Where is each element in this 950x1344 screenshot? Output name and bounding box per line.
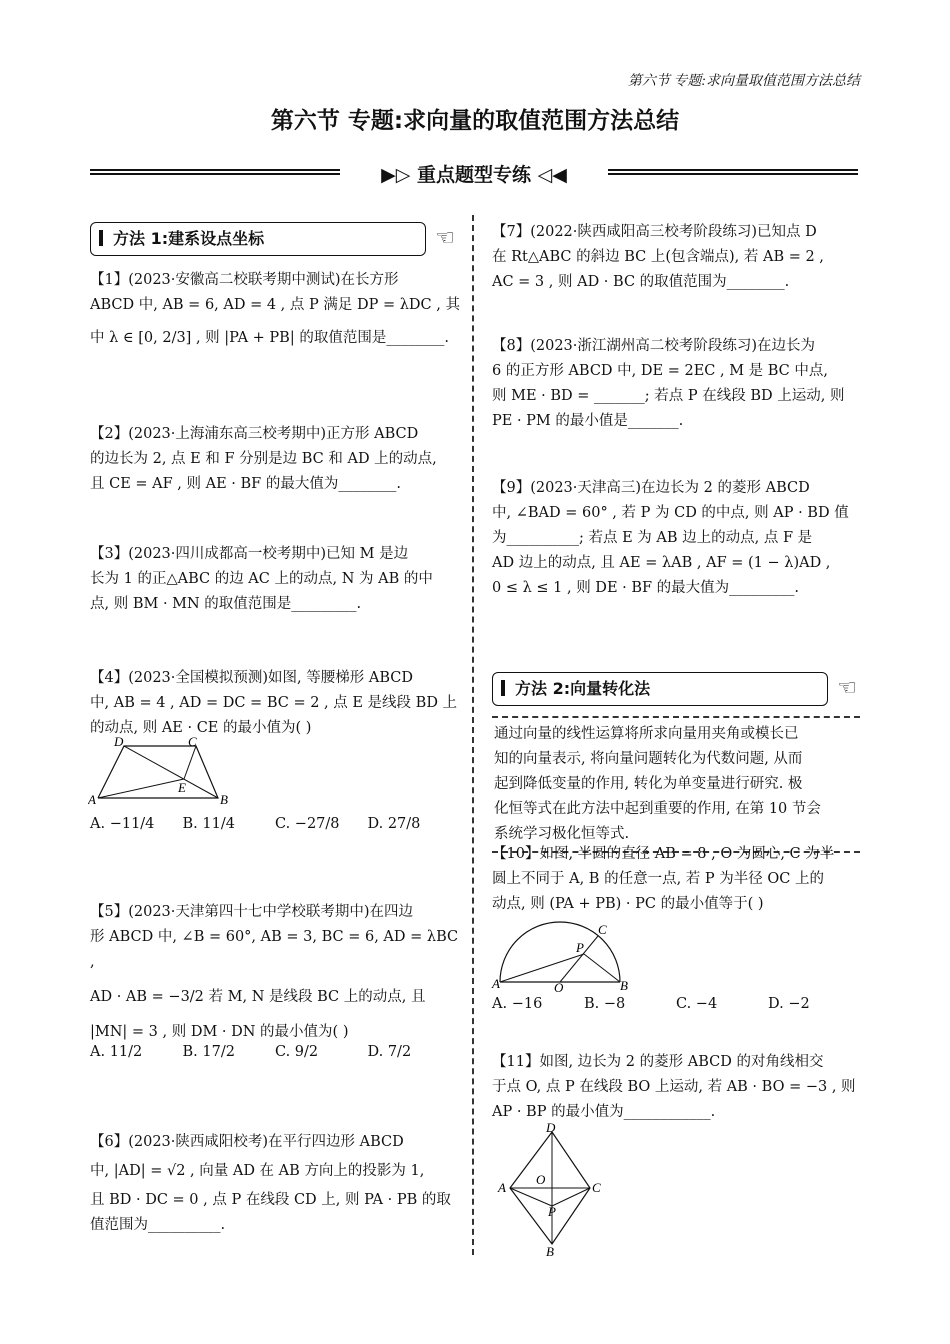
- problem-3-line: 【3】(2023·四川成都高一校考期中)已知 M 是边: [90, 546, 409, 562]
- problem-11: [492, 1050, 860, 1125]
- choice-a[interactable]: A. 11/2: [90, 1044, 143, 1060]
- problem-11-line: 【11】如图, 边长为 2 的菱形 ABCD 的对角线相交: [492, 1054, 824, 1070]
- problem-4: [90, 666, 460, 741]
- method2-note: [492, 716, 860, 853]
- pointing-hand-icon: ☜: [435, 226, 455, 251]
- choice-c[interactable]: C. −27/8: [275, 816, 340, 832]
- note-line: 起到降低变量的作用, 转化为单变量进行研究. 极: [494, 776, 803, 792]
- method1-box-wrap: [90, 222, 460, 256]
- problem-4-line: 中, AB = 4 , AD = DC = BC = 2 , 点 E 是线段 BD 上: [90, 695, 458, 711]
- note-line: 化恒等式在此方法中起到重要的作用, 在第 10 节会: [494, 801, 821, 817]
- label-b: B: [620, 978, 628, 992]
- method1-box: [90, 222, 455, 256]
- problem-3: [90, 542, 460, 617]
- problem-7: [492, 220, 860, 295]
- problem-6-line: 且 BD · DC = 0 , 点 P 在线段 CD 上, 则 PA · PB 的取: [90, 1192, 451, 1208]
- section-band: [90, 158, 858, 188]
- method-bar-icon: [501, 680, 505, 696]
- label-d: D: [546, 1122, 556, 1135]
- problem-6-line: 【6】(2023·陕西咸阳校考)在平行四边形 ABCD: [90, 1134, 404, 1150]
- problem-5: [90, 900, 460, 1045]
- note-line: 系统学习极化恒等式.: [494, 826, 630, 842]
- problem-11-line: AP · BP 的最小值为____________.: [492, 1104, 716, 1120]
- segment-bd: [124, 746, 218, 798]
- label-p: P: [548, 1204, 556, 1219]
- problem-10-line: 【10】如图, 半圆的直径 AB = 8 , O 为圆心, C 为半: [492, 846, 835, 862]
- problem-1-line: 【1】(2023·安徽高二校联考期中测试)在长方形: [90, 272, 399, 288]
- problem-8-line: 【8】(2023·浙江湖州高二校考阶段练习)在边长为: [492, 338, 816, 354]
- problem-9: [492, 476, 860, 601]
- problem-8: [492, 334, 860, 434]
- note-line: 知的向量表示, 将向量问题转化为代数问题, 从而: [494, 751, 803, 767]
- trapezoid-figure: [88, 734, 238, 806]
- trapezoid-outline: [98, 746, 218, 798]
- problem-1-line: 中 λ ∈ [0, 2/3] , 则 |PA + PB| 的取值范围是________.: [90, 330, 449, 346]
- problem-3-line: 长为 1 的正△ABC 的边 AC 上的动点, N 为 AB 的中: [90, 571, 433, 587]
- problem-10: [492, 842, 860, 917]
- choice-b[interactable]: B. 17/2: [182, 1044, 235, 1060]
- problem-10-choices: [492, 992, 860, 1017]
- choice-d[interactable]: D. 7/2: [367, 1044, 412, 1060]
- semicircle-figure: [490, 920, 630, 992]
- page-title: 第六节 专题:求向量的取值范围方法总结: [270, 108, 680, 134]
- problem-9-line: 中, ∠BAD = 60° , 若 P 为 CD 的中点, 则 AP · BD 值: [492, 505, 849, 521]
- label-a: A: [492, 976, 500, 991]
- problem-2: [90, 422, 460, 497]
- problem-5-line: |MN| = 3 , 则 DM · DN 的最小值为( ): [90, 1024, 349, 1040]
- problem-6-line: 值范围为__________.: [90, 1217, 226, 1233]
- method2-label: 方法 2:向量转化法: [515, 679, 651, 698]
- problem-2-line: 【2】(2023·上海浦东高三校考期中)正方形 ABCD: [90, 426, 419, 442]
- label-a: A: [88, 792, 96, 806]
- choice-b[interactable]: B. −8: [584, 996, 626, 1012]
- problem-4-line: 的动点, 则 AE · CE 的最小值为( ): [90, 720, 312, 736]
- running-header: 第六节 专题:求向量取值范围方法总结: [627, 74, 860, 89]
- problem-7-line: 【7】(2022·陕西咸阳高三校考阶段练习)已知点 D: [492, 224, 817, 240]
- problem-1: [90, 268, 460, 351]
- problem-9-line: 0 ≤ λ ≤ 1 , 则 DE · BF 的最大值为_________.: [492, 580, 800, 596]
- pointing-hand-icon: ☜: [837, 676, 857, 701]
- problem-6-line: 中, |AD| = √2 , 向量 AD 在 AB 方向上的投影为 1,: [90, 1163, 425, 1179]
- choice-c[interactable]: C. −4: [676, 996, 718, 1012]
- segment-pb: [584, 954, 620, 982]
- problem-3-line: 点, 则 BM · MN 的取值范围是_________.: [90, 596, 362, 612]
- label-b: B: [220, 792, 228, 806]
- label-c: C: [598, 922, 607, 937]
- problem-5-line: 形 ABCD 中, ∠B = 60°, AB = 3, BC = 6, AD = λBC ,: [90, 929, 459, 970]
- choice-d[interactable]: D. 27/8: [367, 816, 421, 832]
- problem-10-line: 圆上不同于 A, B 的任意一点, 若 P 为半径 OC 上的: [492, 871, 824, 887]
- problem-9-line: 为__________; 若点 E 为 AB 边上的动点, 点 F 是: [492, 530, 813, 546]
- problem-7-line: 在 Rt△ABC 的斜边 BC 上(包含端点), 若 AB = 2 ,: [492, 249, 824, 265]
- problem-4-line: 【4】(2023·全国模拟预测)如图, 等腰梯形 ABCD: [90, 670, 413, 686]
- problem-8-line: 则 ME · BD = _______; 若点 P 在线段 BD 上运动, 则: [492, 388, 845, 404]
- method-bar-icon: [99, 230, 103, 246]
- problem-8-line: 6 的正方形 ABCD 中, DE = 2EC , M 是 BC 中点,: [492, 363, 828, 379]
- problem-7-line: AC = 3 , 则 AD · BC 的取值范围为________.: [492, 274, 790, 290]
- problem-2-line: 且 CE = AF , 则 AE · BF 的最大值为________.: [90, 476, 401, 492]
- segment-ae: [98, 779, 184, 798]
- choice-d[interactable]: D. −2: [768, 996, 810, 1012]
- problem-4-choices: [90, 812, 460, 837]
- rhombus-figure: [496, 1122, 606, 1256]
- problem-6: [90, 1130, 460, 1238]
- choice-b[interactable]: B. 11/4: [182, 816, 235, 832]
- column-divider: [472, 215, 474, 1255]
- problem-9-line: AD 边上的动点, 且 AE = λAB , AF = (1 − λ)AD ,: [492, 555, 831, 571]
- label-c: C: [188, 734, 197, 749]
- problem-5-choices: [90, 1040, 460, 1065]
- choice-a[interactable]: A. −11/4: [90, 816, 155, 832]
- problem-9-line: 【9】(2023·天津高三)在边长为 2 的菱形 ABCD: [492, 480, 810, 496]
- segment-ce: [184, 746, 196, 779]
- method1-label: 方法 1:建系设点坐标: [113, 229, 265, 248]
- problem-2-line: 的边长为 2, 点 E 和 F 分别是边 BC 和 AD 上的动点,: [90, 451, 437, 467]
- label-e: E: [178, 780, 186, 795]
- note-line: 通过向量的线性运算将所求向量用夹角或模长已: [494, 726, 799, 742]
- label-o: O: [554, 980, 564, 992]
- label-b: B: [546, 1244, 554, 1256]
- method2-box-wrap: [492, 672, 860, 706]
- problem-8-line: PE · PM 的最小值是_______.: [492, 413, 684, 429]
- label-c: C: [592, 1180, 601, 1195]
- problem-1-line: ABCD 中, AB = 6, AD = 4 , 点 P 满足 DP = λDC , 其: [90, 297, 460, 313]
- choice-c[interactable]: C. 9/2: [275, 1044, 319, 1060]
- label-o: O: [536, 1172, 546, 1187]
- method2-box: [492, 672, 857, 706]
- label-a: A: [498, 1180, 506, 1195]
- band-rule-right: [608, 169, 858, 175]
- problem-11-line: 于点 O, 点 P 在线段 BO 上运动, 若 AB · BO = −3 , 则: [492, 1079, 856, 1095]
- choice-a[interactable]: A. −16: [492, 996, 543, 1012]
- band-label: ▶▷ 重点题型专练 ◁◀: [381, 164, 567, 186]
- problem-5-line: AD · AB = −3/2 若 M, N 是线段 BC 上的动点, 且: [90, 989, 426, 1005]
- label-p: P: [576, 940, 584, 955]
- label-d: D: [114, 734, 124, 749]
- problem-5-line: 【5】(2023·天津第四十七中学校联考期中)在四边: [90, 904, 414, 920]
- problem-10-line: 动点, 则 (PA + PB) · PC 的最小值等于( ): [492, 896, 764, 912]
